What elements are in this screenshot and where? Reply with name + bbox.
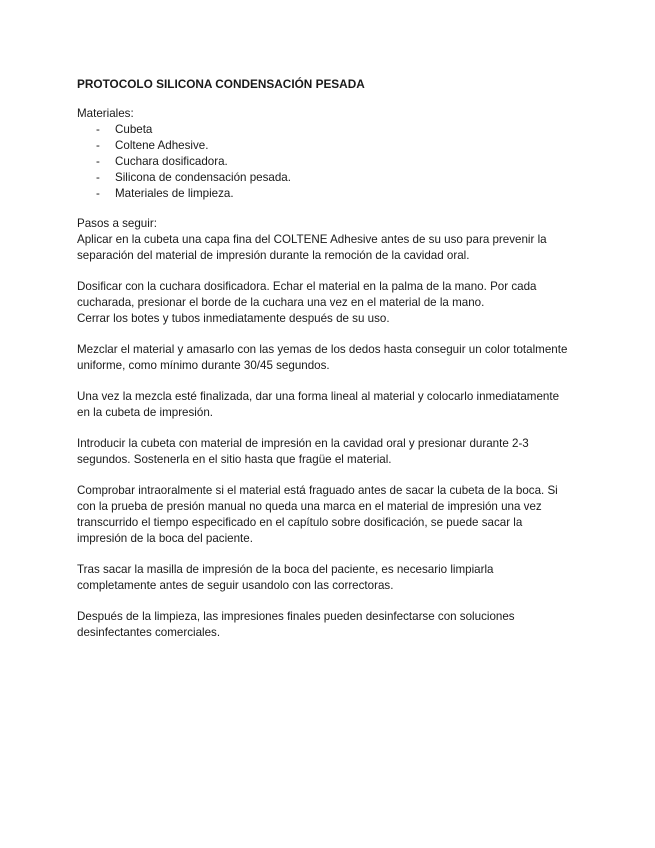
- text-line: transcurrido el tiempo especificado en el capítulo sobre dosificación, se puede sacar la: [77, 516, 523, 529]
- list-item: [77, 122, 582, 138]
- text-line: uniforme, como mínimo durante 30/45 segundos.: [77, 359, 330, 372]
- step-paragraph: [77, 389, 582, 421]
- list-item: [77, 138, 582, 154]
- step-paragraph: [77, 562, 582, 594]
- materials-list: [77, 122, 582, 202]
- bullet-dash: -: [96, 187, 100, 200]
- list-item-text: Cuchara dosificadora.: [115, 155, 228, 168]
- text-line: separación del material de impresión durante la remoción de la cavidad oral.: [77, 249, 470, 262]
- step-paragraph: [77, 279, 582, 327]
- list-item: [77, 170, 582, 186]
- text-line: completamente antes de seguir usandolo con las correctoras.: [77, 579, 394, 592]
- text-line: cucharada, presionar el borde de la cuchara una vez en el material de la mano.: [77, 296, 485, 309]
- bullet-dash: -: [96, 123, 100, 136]
- text-line: Introducir la cubeta con material de impresión en la cavidad oral y presionar durante 2-3: [77, 437, 529, 450]
- text-line: Mezclar el material y amasarlo con las yemas de los dedos hasta conseguir un color totalmente: [77, 343, 568, 356]
- list-item: [77, 186, 582, 202]
- text-line: segundos. Sostenerla en el sitio hasta que fragüe el material.: [77, 453, 392, 466]
- text-line: Cerrar los botes y tubos inmediatamente después de su uso.: [77, 312, 390, 325]
- materials-heading: Materiales:: [77, 107, 134, 120]
- bullet-dash: -: [96, 155, 100, 168]
- text-line: con la prueba de presión manual no queda una marca en el material de impresión una vez: [77, 500, 542, 513]
- text-line: Dosificar con la cuchara dosificadora. Echar el material en la palma de la mano. Por cada: [77, 280, 537, 293]
- list-item-text: Cubeta: [115, 123, 153, 136]
- list-item-text: Materiales de limpieza.: [115, 187, 234, 200]
- text-line: Una vez la mezcla esté finalizada, dar una forma lineal al material y colocarlo inmediatamente: [77, 390, 560, 403]
- step-paragraph: [77, 232, 582, 264]
- list-item: [77, 154, 582, 170]
- step-paragraph: [77, 342, 582, 374]
- steps-heading: Pasos a seguir:: [77, 217, 157, 230]
- document-body: [77, 76, 582, 641]
- text-line: Comprobar intraoralmente si el material está fraguado antes de sacar la cubeta de la boca. Si: [77, 484, 558, 497]
- list-item-text: Silicona de condensación pesada.: [115, 171, 291, 184]
- step-paragraph: [77, 609, 582, 641]
- document-title: PROTOCOLO SILICONA CONDENSACIÓN PESADA: [77, 77, 365, 91]
- bullet-dash: -: [96, 171, 100, 184]
- text-line: impresión de la boca del paciente.: [77, 532, 253, 545]
- bullet-dash: -: [96, 139, 100, 152]
- step-paragraph: [77, 483, 582, 547]
- text-line: Aplicar en la cubeta una capa fina del COLTENE Adhesive antes de su uso para prevenir la: [77, 233, 547, 246]
- text-line: Tras sacar la masilla de impresión de la boca del paciente, es necesario limpiarla: [77, 563, 494, 576]
- step-paragraph: [77, 436, 582, 468]
- text-line: en la cubeta de impresión.: [77, 406, 213, 419]
- list-item-text: Coltene Adhesive.: [115, 139, 209, 152]
- text-line: Después de la limpieza, las impresiones finales pueden desinfectarse con soluciones: [77, 610, 515, 623]
- text-line: desinfectantes comerciales.: [77, 626, 221, 639]
